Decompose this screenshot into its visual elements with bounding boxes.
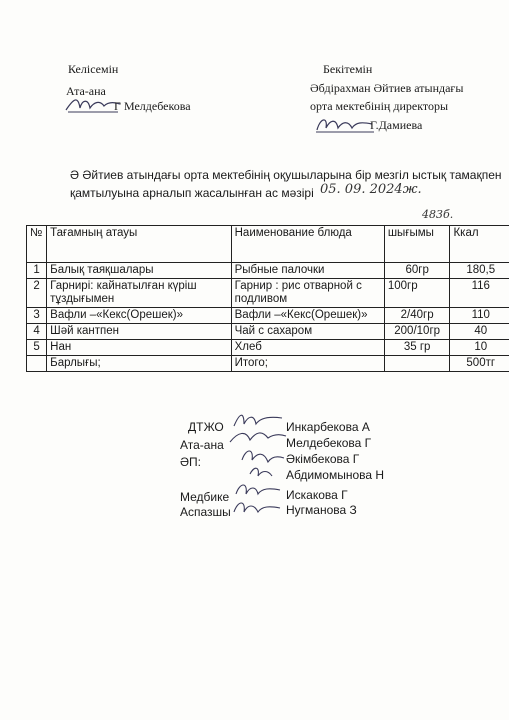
approve-line2: орта мектебінің директоры [310,99,449,113]
intro-line1: Ә Әйтиев атындағы орта мектебінің оқушыларына бір мезгіл ыстық тамақпен [70,168,502,182]
cell-name-ru: Чай с сахаром [231,324,384,340]
sign-name-1: Инкарбекова А [286,420,370,434]
sign-name-6: Нугманова З [286,503,357,517]
table-header-row [27,226,509,263]
cell-yield: 2/40гр [384,308,450,324]
sign-role-3: ӘП: [180,455,201,469]
cell-yield: 60гр [384,263,450,279]
cell-name-kz: Гарнирі: кайнатылған күріш тұздығымен [47,279,231,308]
cell-name-kz: Балық таяқшалары [47,263,231,279]
approve-name: Г.Дамиева [370,118,423,132]
approve-title: Бекітемін [323,62,373,76]
cell-kcal: 116 [450,279,509,308]
cell-name-ru: Рыбные палочки [231,263,384,279]
table-row [27,340,509,356]
sign-name-4: Абдимомынова Н [286,468,385,482]
cell-number: 2 [27,279,47,308]
sign-name-5: Искакова Г [286,488,348,502]
header-number: № [27,226,47,263]
cell-name-ru: Гарнир : рис отварной с подливом [231,279,384,308]
cell-total-ru: Итого; [231,356,384,372]
cell-number: 3 [27,308,47,324]
cell-kcal: 110 [450,308,509,324]
cell-number: 5 [27,340,47,356]
cell-yield: 200/10гр [384,324,450,340]
cell-yield: 100гр [384,279,450,308]
cell-yield: 35 гр [384,340,450,356]
cell-total-number [27,356,47,372]
cell-number: 4 [27,324,47,340]
table-note-handwritten: 483б. [422,208,454,221]
sign-role-1: ДТЖО [188,420,224,434]
header-name-ru: Наименование блюда [231,226,384,263]
menu-table [26,225,509,372]
sign-name-2: Мелдебекова Г [286,436,372,450]
agree-title: Келісемін [68,62,119,76]
table-row [27,263,509,279]
header-name-kz: Тағамның атауы [47,226,231,263]
cell-total-kz: Барлығы; [47,356,231,372]
approve-line1: Әбдірахман Әйтиев атындағы [310,81,464,95]
table-row [27,279,509,308]
staff-signatures-icon [228,408,288,520]
table-total-row [27,356,509,372]
sign-role-5: Медбике [180,490,230,504]
table-row [27,308,509,324]
agree-name: Г Мелдебекова [114,99,191,113]
table-row [27,324,509,340]
date-handwritten: 05. 09. 2024ж. [320,182,422,197]
agree-role: Ата-ана [66,84,106,98]
header-yield: шығымы [384,226,450,263]
cell-number: 1 [27,263,47,279]
cell-name-ru: Вафли –«Кекс(Орешек)» [231,308,384,324]
cell-name-kz: Шәй кантпен [47,324,231,340]
header-kcal: Ккал [450,226,509,263]
director-signature-icon [314,112,376,138]
cell-kcal: 40 [450,324,509,340]
sign-role-6: Аспазшы [180,505,231,519]
sign-name-3: Әкімбекова Г [286,452,360,466]
cell-kcal: 10 [450,340,509,356]
cell-kcal: 180,5 [450,263,509,279]
cell-total-sum: 500тг [450,356,509,372]
cell-name-kz: Вафли –«Кекс(Орешек)» [47,308,231,324]
sign-role-2: Ата-ана [180,438,224,452]
cell-name-ru: Хлеб [231,340,384,356]
cell-total-yield [384,356,450,372]
cell-name-kz: Нан [47,340,231,356]
intro-line2: қамтылуына арналып жасалынған ас мәзірі [70,186,314,200]
